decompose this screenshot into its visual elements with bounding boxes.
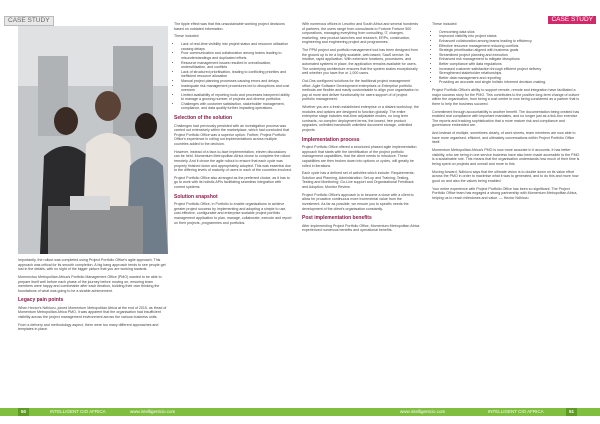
list-item: • Lack of real-time visibility into project status and resource utilisation causing delays <box>181 42 292 51</box>
list-item: • Strategic prioritisation aligned with business goals <box>439 48 582 53</box>
paragraph: Project Portfolio Office also arranged as the preferred choice, as it has to go to work with its holistic APIs facilitating seamless integration with current systems. <box>174 175 290 190</box>
paragraph: Out-Ons configured solutions for the traditional project management office. Agile Software Development enterprises or Enterprise portfolio methods are flexible and easily customisable to align your organisation to pay at more and deliver functionality for users support of of project portfolio management. <box>302 78 419 102</box>
paragraph: The tipple effect was that this unsustainable working project decisions based on outdated information. <box>174 22 285 31</box>
section-tag-left: CASE STUDY <box>4 16 54 26</box>
paragraph: Whether you are a fresh established enterprise or a distant workshop, the modules and options are designed to function globally. The entire enterprise stage includes real-time adjustable modes, no long term contracts, no complex deployment terms, the lowest, free product upgrades, unlimited bandwidth unlimited document storage, unlimited projects. <box>302 105 419 133</box>
office-photo <box>18 26 168 254</box>
paragraph: However, instead of a face-to-face implementation, eleven discussions can be held. Momentum Metropolitan Africa chose to complete the rollout remotely. And it chose the agile rollout to ensure that each cycle was properly finished down and appropriately adopted. This was essential due to the differing levels of maturity of users in each of the countries involved. <box>174 149 292 173</box>
column-2 <box>174 22 292 228</box>
column-3 <box>302 22 420 236</box>
paragraph: These included: <box>174 34 200 39</box>
list-item: • Better compliance with data regulations <box>439 62 582 67</box>
paragraph: Challenges had previously persisted with an investigation process was carried out extensively within the marketplace, which had concluded that Project Portfolio Office was a superior option. Further, Project Portfolio Office's experience in rolling out implementations across multiple countries added to the decision. <box>174 123 290 146</box>
list-item: • Better data management and reporting <box>439 76 582 81</box>
page-footer <box>0 408 600 416</box>
brand-right: INTELLIGENT CIO AFRICA <box>488 409 544 414</box>
list-item: • Limited availability of reporting tools and processes hampered ability to manage a growing number of projects and diverse portfolios <box>181 93 292 102</box>
list-item: • Effective resource management reducing conflicts <box>439 44 582 49</box>
paragraph: Mornnnctou Metropolitan Africa's Portfolio Management Office (PMO) wanted to be able to prepare itself well before each phase of the journey before moving on, ensuring team members were happy and comfortable after each iteration, building their own thinking the foundations of what was going to be a sizable achievement. <box>18 274 162 293</box>
paragraph: And instead of multiple, sometimes clearly, of work sheets, team members are now able to have more organised, efficient, and ultimately conversations within Project Portfolio Office itself. <box>432 131 576 145</box>
brand-left: INTELLIGENT CIO AFRICA <box>50 409 106 414</box>
paragraph: Project Portfolio Office, in Portfolio to enable organisations to achieve greater project success by implementing and adopting a simple to use, cost effective, configurable and enterprise scalable project portfolio management application to plan, manage, collaborate, execute and report on their projects, programmes and portfolios. <box>174 202 292 225</box>
challenges-list <box>174 42 292 111</box>
paragraph: When Hector's Ndhlovu, joined Momentum Metropolitan Africa at the end of 2015, as Head of Momentum Metropolitan Africa PMO, it was apparent that the organisation had insufficient visibility across the project management environment across the various business units. <box>18 305 167 320</box>
list-item: • Challenges with customer satisfaction, stakeholder management, compliance, and data quality further impacting operations. <box>181 102 292 111</box>
list-item: • Enhanced risk management to mitigate disruptions <box>439 57 582 62</box>
paragraph: With numerous offices in Lesotho and South Africa and several hundreds of partners, the users range from consultants to Fortune Fortune 500 corporations, managing everything from consulting, IT, changes, marketing, new product launches and research, ERPs, construction, engineering and engineering project and programmes. <box>302 22 419 45</box>
paragraph: Project Portfolio Office offered a structured phased agile implementation approach that starts with the identification of the project portfolio management capabilities, that the client needs to introduce. These capabilities are then broken down into options or cycles, will greatly be rolled in iterations. <box>302 145 417 168</box>
list-item: • Improved visibility into project status <box>439 34 582 39</box>
list-item: • Manual project planning processes causing errors and delays <box>181 79 292 84</box>
list-item: • Streamlined project planning and execution <box>439 53 582 58</box>
paragraph: Importantly, the rollout was completed using Project Portfolio Office's agile approach. This approach was critical for its smooth completion. A big bang approach tends to see people get lost in the details, with no sight of the bigger picture that you are working towards. <box>18 258 166 272</box>
paragraph: Project Portfolio Office's approach is to become a close with a client to allow for proactive continuous more incremental value from the investment. As far as possible, we ensure you to specific needs the development of the client's organisation constantly. <box>302 192 414 211</box>
list-item: • Increased customer satisfaction through efficient project delivery <box>439 67 582 72</box>
section-heading: Implementation process <box>302 136 360 143</box>
list-item: • Inadequate risk management procedures led to disruptions and cost overruns <box>181 84 292 93</box>
paragraph: These included: <box>432 22 458 26</box>
column-1 <box>18 258 168 335</box>
paragraph: Moving forward, Ndhlovu says that the ultimate vision is to double down on its value effort across the PMO in order to maximise what it was to generated, and to do this and more how good on and also the values being enabled. <box>432 169 579 183</box>
list-item: • Lack of structured prioritisation, leading to conflicting priorities and inefficient resource allocation <box>181 70 292 79</box>
list-item: • Overcoming data silos <box>439 30 582 35</box>
section-heading: Solution snapshot <box>174 193 218 200</box>
section-tag-right: CASE STUDY <box>548 16 596 24</box>
paragraph: After implementing Project Portfolio Office, Momentum Metropolitan Africa experienced numerous benefits and operational benefits. <box>302 223 420 233</box>
list-item: • Providing an accurate and single holistic informed decision-making. <box>439 80 582 85</box>
list-item: • Poor communication and collaboration among teams leading to misunderstandings and duplicated efforts <box>181 51 292 60</box>
section-heading: Legacy pain points <box>18 297 64 304</box>
quote-paragraph: Your entire experience with Project Portfolio Office has been so significant. The Project Portfolio Office team has engaged a strong partnership with Momentum Metropolitan Africa, helping us to reach milestones and value. — Hector Ndhlovu <box>432 186 578 200</box>
url-right: www.intelligentcio.com <box>400 409 446 414</box>
list-item: • Resource management issues resulted in overallocation, underutilisation, and conflicts <box>181 61 292 70</box>
paragraph: Momentum Metropolitan Africa's PMO is now more accurate in it accounts. It has better visibility, who are being in one service business have also been made accessible to the PMO is a sustainable role. This means that the organisation understands how much of their time is being spent on projects and overall and more to this. <box>432 148 580 166</box>
list-item: • Enhanced collaboration among teams leading to efficiency <box>439 39 582 44</box>
page-number-left: 50 <box>18 408 29 416</box>
benefits-list <box>432 30 582 85</box>
section-heading: Post implementation benefits <box>302 215 372 222</box>
paragraph: The PPM project and portfolio management tool has been designed from the ground up to be a highly scalable, web-based, SaaS service. Its intuitive, rapid application. With extensive functions, procedures, and automated systems in place, the application remains available for users. The underlying architecture ensures that the system scales exceptionally well whether you have five or 1,000 users. <box>302 48 418 76</box>
paragraph: From a delivery and methodology aspect, there were too many different approaches and templates in place. <box>18 322 159 332</box>
url-left: www.intelligentcio.com <box>130 409 176 414</box>
paragraph: Project Portfolio Office's ability to support remote, remote and integration have facilitated a major success story for the PMO. This contributes to the positive long-term change of culture within the organisation, from being a cost centre to now being considered as a partner that is there to help the business succeed. <box>432 88 580 106</box>
paragraph: Each cycle has a defined set of activities which include: Requirements; Solution and Planning, Administration; Set-up and Training; Testing, Testing and Monitoring; Go-Live support and Organizational Feedback and Adoption; Monitor Review. <box>302 171 415 190</box>
list-item: • Strengthened stakeholder relationships <box>439 71 582 76</box>
page-number-right: 51 <box>566 408 577 416</box>
column-4 <box>432 22 582 204</box>
paragraph: Commitment through accountability is another benefit. The documentation being created has enabled real compliance with important mandates, and no longer just as a tick-box exercise. The reports and tracking sophistication that a more mature risk and compliance and governance embedded are. <box>432 109 580 128</box>
section-heading: Selection of the solution <box>174 115 233 122</box>
